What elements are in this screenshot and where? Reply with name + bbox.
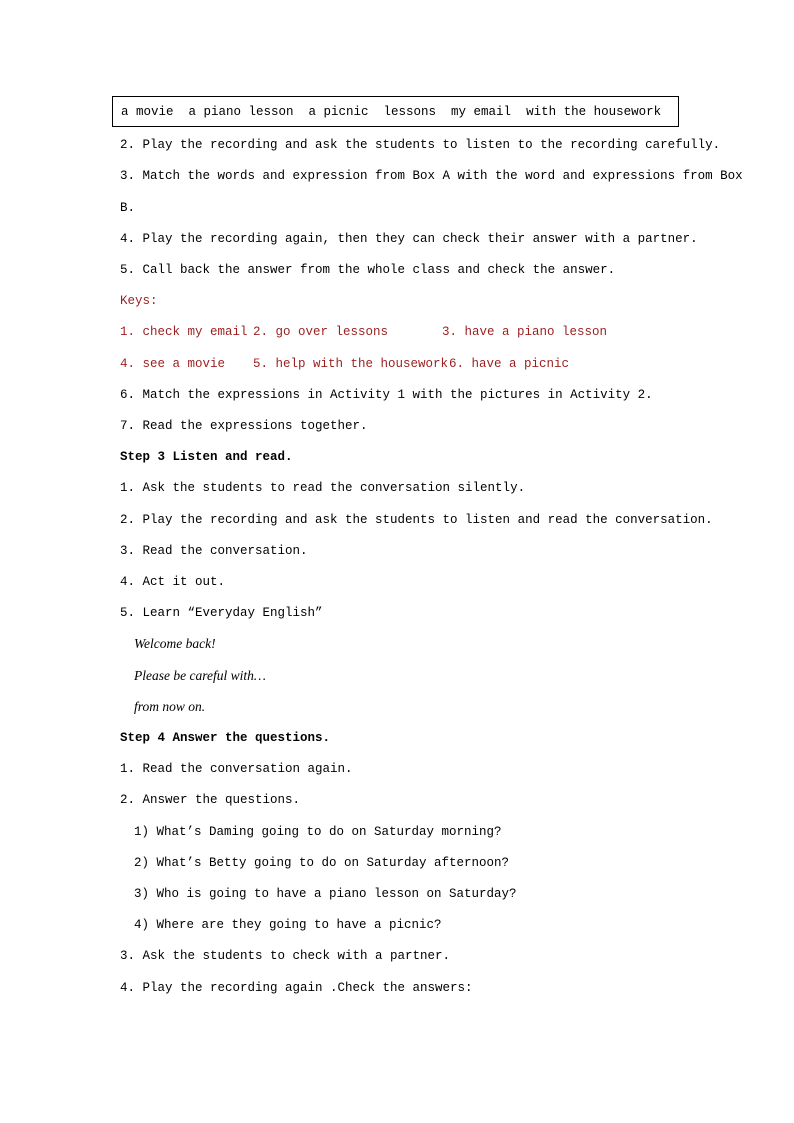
list-item: 1. Read the conversation again.	[120, 762, 353, 776]
key-answer-4: 4. see a movie	[120, 357, 226, 371]
key-answer-5: 5. help with the housework	[253, 357, 449, 371]
keys-heading: Keys:	[120, 294, 158, 308]
step-4-item: 4. Play the recording again, then they can check their answer with a partner.	[120, 232, 698, 246]
everyday-english-phrase: Please be careful with…	[134, 668, 266, 683]
question-item: 3) Who is going to have a piano lesson on Saturday?	[134, 887, 517, 901]
key-answer-6: 6. have a picnic	[449, 357, 570, 371]
list-item: 4. Play the recording again .Check the answers:	[120, 981, 473, 995]
question-item: 2) What’s Betty going to do on Saturday afternoon?	[134, 856, 510, 870]
key-answer-3: 3. have a piano lesson	[442, 325, 608, 339]
question-item: 1) What’s Daming going to do on Saturday morning?	[134, 825, 502, 839]
box-a-word-list: a movie a piano lesson a picnic lessons my email with the housework	[112, 96, 679, 127]
key-answer-1: 1. check my email	[120, 325, 248, 339]
step-3-item-cont: B.	[120, 201, 136, 215]
list-item: 3. Read the conversation.	[120, 544, 308, 558]
section-heading-step-4: Step 4 Answer the questions.	[120, 731, 331, 745]
key-answer-2: 2. go over lessons	[253, 325, 389, 339]
everyday-english-phrase: Welcome back!	[134, 636, 216, 651]
list-item: 4. Act it out.	[120, 575, 226, 589]
step-3-item: 3. Match the words and expression from Box A with the word and expressions from Box	[120, 169, 743, 183]
section-heading-step-3: Step 3 Listen and read.	[120, 450, 293, 464]
question-item: 4) Where are they going to have a picnic?	[134, 918, 442, 932]
step-6-item: 6. Match the expressions in Activity 1 with the pictures in Activity 2.	[120, 388, 653, 402]
everyday-english-phrase: from now on.	[134, 699, 206, 714]
list-item: 5. Learn “Everyday English”	[120, 606, 323, 620]
step-7-item: 7. Read the expressions together.	[120, 419, 368, 433]
step-5-item: 5. Call back the answer from the whole class and check the answer.	[120, 263, 616, 277]
list-item: 1. Ask the students to read the conversation silently.	[120, 481, 526, 495]
list-item: 2. Play the recording and ask the students to listen and read the conversation.	[120, 513, 713, 527]
list-item: 3. Ask the students to check with a partner.	[120, 949, 451, 963]
step-2-item: 2. Play the recording and ask the students to listen to the recording carefully.	[120, 138, 721, 152]
list-item: 2. Answer the questions.	[120, 793, 301, 807]
